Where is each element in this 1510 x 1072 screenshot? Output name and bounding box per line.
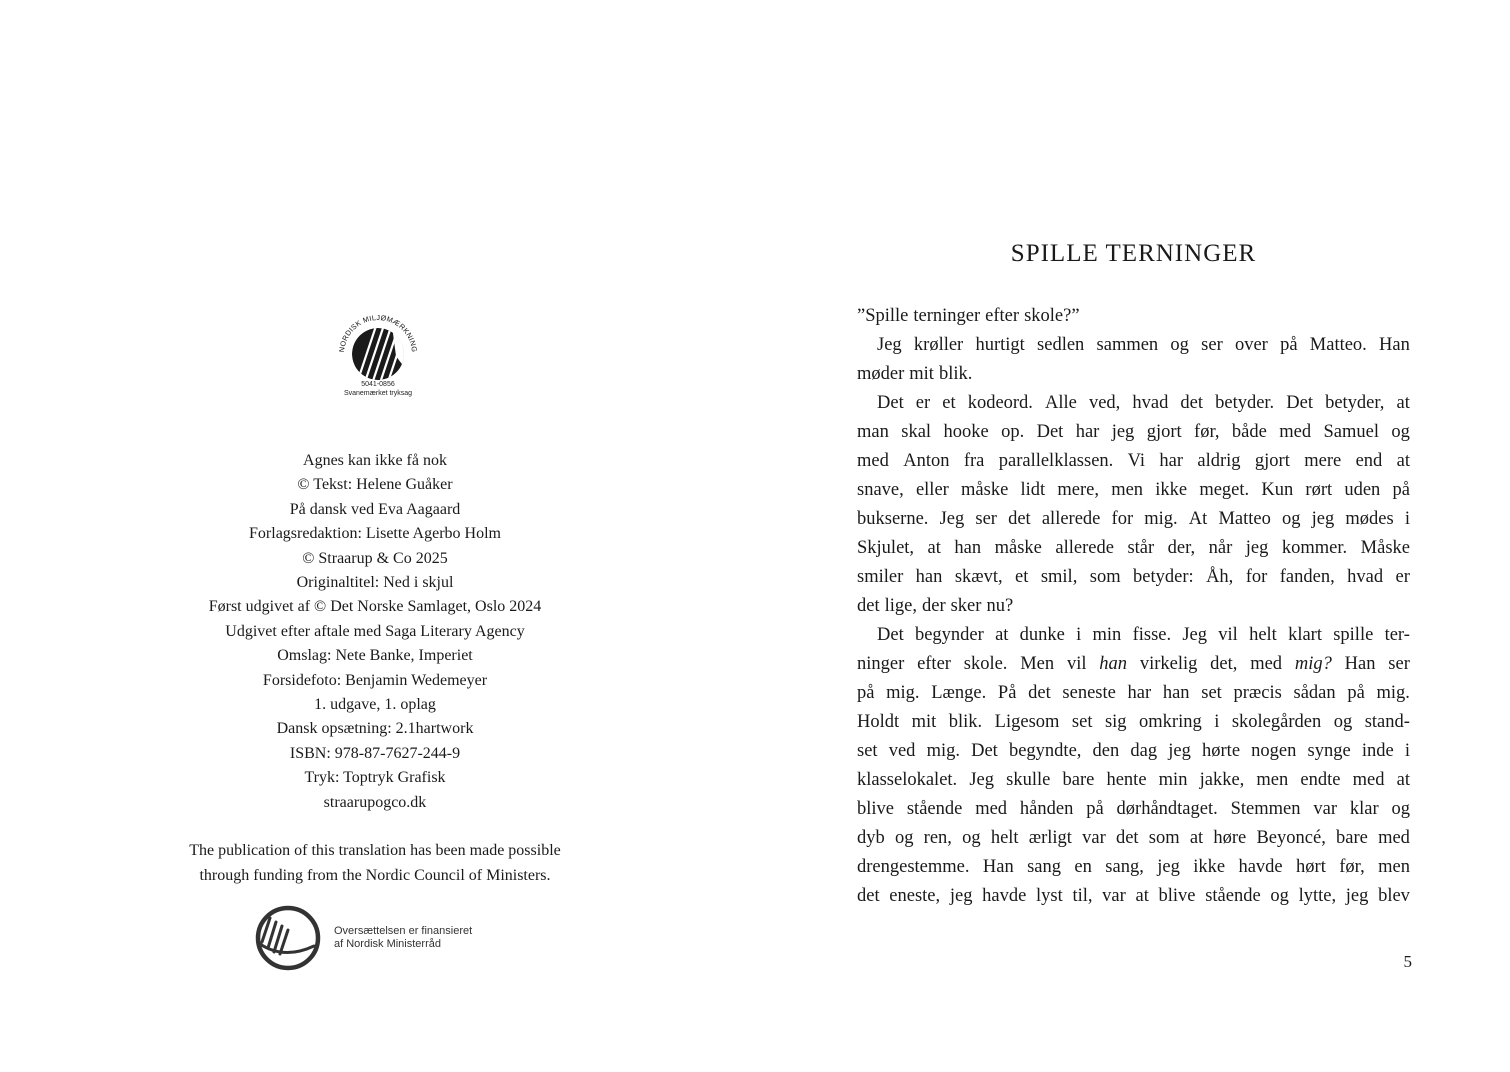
body-line: blive stående med hånden på dørhåndtaget. Stemmen var klar og: [857, 799, 1410, 819]
chapter-body-text: [857, 302, 1410, 911]
nordic-council-logo-text: [334, 925, 472, 951]
right-page: [755, 0, 1510, 1072]
colophon-line: Dansk opsætning: 2.1hartwork: [276, 720, 474, 738]
colophon-line: straarupogco.dk: [323, 793, 427, 811]
body-line: Jeg krøller hurtigt sedlen sammen og ser over på Matteo. Han: [877, 335, 1410, 355]
funding-line: The publication of this translation has been made possible: [189, 842, 561, 859]
funding-statement: [120, 839, 630, 888]
colophon-line: 1. udgave, 1. oplag: [314, 696, 436, 714]
body-line: Det er et kodeord. Alle ved, hvad det betyder. Det betyder, at: [877, 393, 1410, 413]
colophon-line: Forlagsredaktion: Lisette Agerbo Holm: [249, 525, 501, 543]
nordic-logo-text-line: af Nordisk Ministerråd: [334, 938, 441, 950]
swan-label-text: [328, 380, 428, 398]
body-line: snave, eller måske lidt mere, men ikke meget. Kun rørt uden på: [857, 480, 1410, 500]
nordic-logo-text-line: Oversættelsen er finansieret: [334, 925, 473, 937]
body-line: drengestemme. Han sang en sang, jeg ikke havde hørt før, men: [857, 857, 1410, 877]
swan-caption: Svanemærket tryksag: [343, 390, 413, 397]
colophon-line: På dansk ved Eva Aagaard: [289, 500, 461, 518]
colophon-line: Udgivet efter aftale med Saga Literary Agency: [225, 622, 525, 640]
colophon-line: © Straarup & Co 2025: [302, 549, 448, 567]
body-line: Det begynder at dunke i min fisse. Jeg vil helt klart spille ter-: [877, 625, 1410, 645]
funding-line: through funding from the Nordic Council of Ministers.: [199, 866, 551, 884]
page-number: 5: [1403, 952, 1412, 971]
body-line: dyb og ren, og helt ærligt var det som at høre Beyoncé, bare med: [857, 828, 1410, 848]
colophon-line: Agnes kan ikke få nok: [303, 452, 447, 469]
body-line: det eneste, jeg havde lyst til, var at blive stående og lytte, jeg blev: [857, 886, 1410, 906]
nordic-council-logo-icon: [254, 904, 322, 972]
body-line: møder mit blik.: [857, 364, 973, 384]
colophon-line: Tryk: Toptryk Grafisk: [304, 769, 446, 787]
body-line: smiler han skævt, et smil, som betyder: Åh, for fanden, hvad er: [857, 567, 1410, 587]
colophon-line: Omslag: Nete Banke, Imperiet: [277, 647, 473, 665]
body-line: ninger efter skole. Men vil han virkelig det, med mig? Han ser: [857, 654, 1410, 674]
colophon: [120, 449, 630, 815]
colophon-line: ISBN: 978-87-7627-244-9: [289, 744, 461, 762]
body-line: det lige, der sker nu?: [857, 596, 1014, 616]
body-line: ”Spille terninger efter skole?”: [857, 306, 1080, 326]
body-line: klasselokalet. Jeg skulle bare hente min jakke, men endte med at: [857, 770, 1410, 790]
colophon-line: © Tekst: Helene Guåker: [297, 476, 453, 494]
colophon-line: Forsidefoto: Benjamin Wedemeyer: [262, 671, 488, 689]
colophon-line: Først udgivet af © Det Norske Samlaget, Oslo 2024: [208, 598, 542, 616]
body-line: bukserne. Jeg ser det allerede for mig. At Matteo og jeg mødes i: [857, 509, 1410, 529]
body-line: man skal hooke op. Det har jeg gjort før, både med Samuel og: [857, 422, 1410, 442]
colophon-line: Originaltitel: Ned i skjul: [296, 574, 454, 592]
body-line: Skjulet, at han måske allerede står der, når jeg kommer. Måske: [857, 538, 1410, 558]
swan-arc-text: NORDISK MILJØMÆRKNING: [336, 312, 420, 353]
body-line: med Anton fra parallelklassen. Vi har aldrig gjort mere end at: [857, 451, 1410, 471]
body-line: på mig. Længe. På det seneste har han set præcis sådan på mig.: [857, 683, 1410, 703]
swan-license-number: 5041-0856: [361, 381, 395, 388]
body-line: Holdt mit blik. Ligesom set sig omkring i skolegården og stand-: [857, 712, 1410, 732]
chapter-title: SPILLE TERNINGER: [1010, 240, 1257, 267]
body-line: set ved mig. Det begyndte, den dag jeg hørte nogen synge inde i: [857, 741, 1410, 761]
